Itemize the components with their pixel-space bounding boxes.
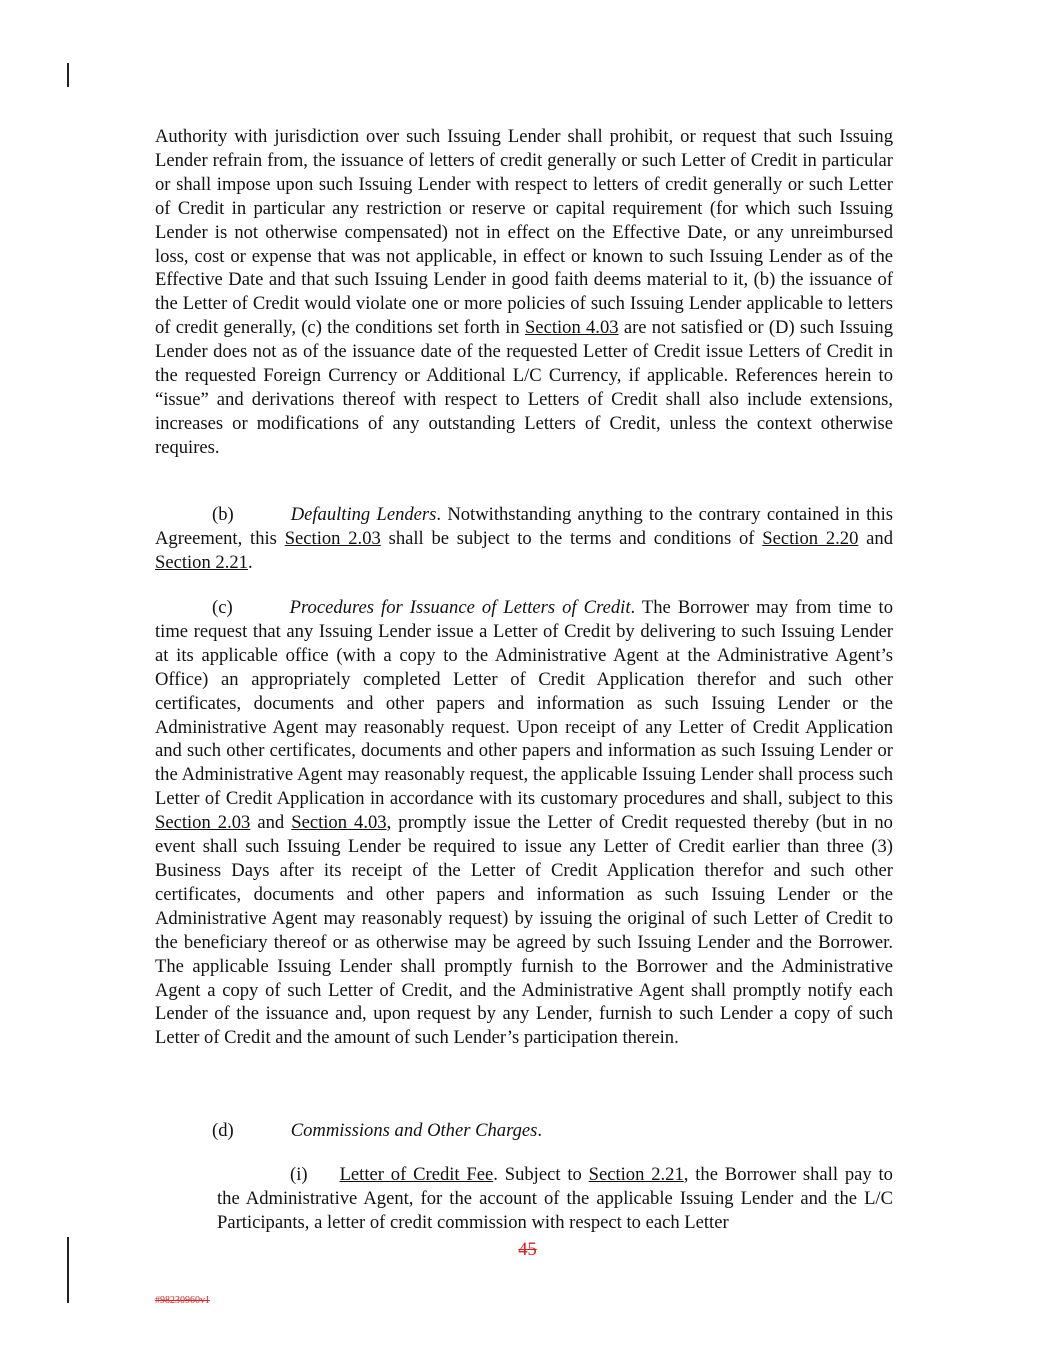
text-run: shall be subject to the terms and conditions of bbox=[380, 527, 763, 549]
text-run: , the Borrower shall pay to the Administrative Agent, for the account of the applicable Issuing Lender and the L/C Participants, a letter of credit commission with respect to each Letter bbox=[217, 1164, 893, 1233]
clause-label: (b) bbox=[212, 504, 234, 525]
text-run: . bbox=[537, 1120, 543, 1141]
section-reference: Section 2.03 bbox=[155, 812, 251, 834]
clause-label: (i) bbox=[290, 1164, 308, 1185]
section-reference: Section 4.03 bbox=[524, 317, 619, 339]
clause-heading: Procedures for Issuance of Letters of Credit bbox=[289, 597, 631, 618]
text-run: . Subject to bbox=[493, 1164, 589, 1185]
section-reference: Section 2.03 bbox=[284, 527, 381, 549]
clause-heading: Letter of Credit Fee bbox=[339, 1164, 494, 1185]
text-run: are not satisfied or (D) such Issuing Lender does not as of the issuance date of the requested Letter of Credit issue Letters of Credit in the requested Foreign Currency or Additional L/C Currency, if applicable. References herein to “issue” and derivations thereof with respect to Letters of Credit shall also include extensions, increases or modifications of any outstanding Letters of Credit, unless the context otherwise requires. bbox=[155, 317, 893, 458]
section-reference: Section 2.21 bbox=[588, 1164, 684, 1185]
paragraph-d bbox=[155, 1119, 893, 1143]
page-number: 45 bbox=[518, 1239, 537, 1260]
clause-heading: Commissions and Other Charges bbox=[290, 1120, 538, 1141]
text-run: . bbox=[247, 551, 253, 573]
section-reference: Section 4.03 bbox=[291, 812, 387, 834]
text-run: , promptly issue the Letter of Credit requested thereby (but in no event shall such Issuing Lender be required to issue any Letter of Credit earlier than three (3) Business Days after its receipt of the Letter of Credit Application therefor and such other certificates, documents and other papers and information as such Issuing Lender or the Administrative Agent may reasonably request) by issuing the original of such Letter of Credit to the beneficiary thereof or as otherwise may be agreed by such Issuing Lender and the Borrower. The applicable Issuing Lender shall promptly furnish to the Borrower and the Administrative Agent a copy of such Letter of Credit, and the Administrative Agent shall promptly notify each Lender of the issuance and, upon request by any Lender, furnish to such Lender a copy of such Letter of Credit and the amount of such Lender’s participation therein. bbox=[155, 812, 893, 1049]
document-id: #98230960v1 bbox=[155, 1295, 210, 1306]
clause-heading: Defaulting Lenders bbox=[290, 504, 437, 525]
paragraph-c bbox=[155, 596, 893, 1050]
text-run: and bbox=[250, 812, 292, 834]
text-run: . The Borrower may from time to time request that any Issuing Lender issue a Letter of Credit by delivering to such Issuing Lender at its applicable office (with a copy to the Administrative Agent at the Administrative Agent’s Office) an appropriately completed Letter of Credit Application therefor and such other certificates, documents and other papers and information as such Issuing Lender or the Administrative Agent may reasonably request. Upon receipt of any Letter of Credit Application and such other certificates, documents and other papers and information as such Issuing Lender or the Administrative Agent may reasonably request, the applicable Issuing Lender shall process such Letter of Credit Application in accordance with its customary procedures and shall, subject to this bbox=[155, 597, 893, 810]
text-run: and bbox=[858, 527, 894, 549]
clause-label: (c) bbox=[212, 597, 233, 618]
section-reference: Section 2.20 bbox=[762, 527, 859, 549]
section-reference: Section 2.21 bbox=[155, 551, 248, 573]
text-run: . Notwithstanding anything to the contrary contained in this Agreement, this bbox=[155, 504, 893, 549]
text-run: Authority with jurisdiction over such Issuing Lender shall prohibit, or request that such Issuing Lender refrain from, the issuance of letters of credit generally or such Letter of Credit in particular or shall impose upon such Issuing Lender with respect to letters of credit generally or such Letter of Credit in particular any restriction or reserve or capital requirement (for which such Issuing Lender is not otherwise compensated) not in effect on the Effective Date, or any unreimbursed loss, cost or expense that was not applicable, in effect or known to such Issuing Lender as of the Effective Date and that such Issuing Lender in good faith deems material to it, (b) the issuance of the Letter of Credit would violate one or more policies of such Issuing Lender applicable to letters of credit generally, (c) the conditions set forth in bbox=[155, 126, 893, 339]
paragraph-b bbox=[155, 503, 893, 575]
paragraph-d-i bbox=[217, 1163, 893, 1235]
change-bar-top bbox=[67, 63, 69, 87]
clause-label: (d) bbox=[212, 1120, 234, 1141]
paragraph-continuation bbox=[155, 125, 893, 460]
